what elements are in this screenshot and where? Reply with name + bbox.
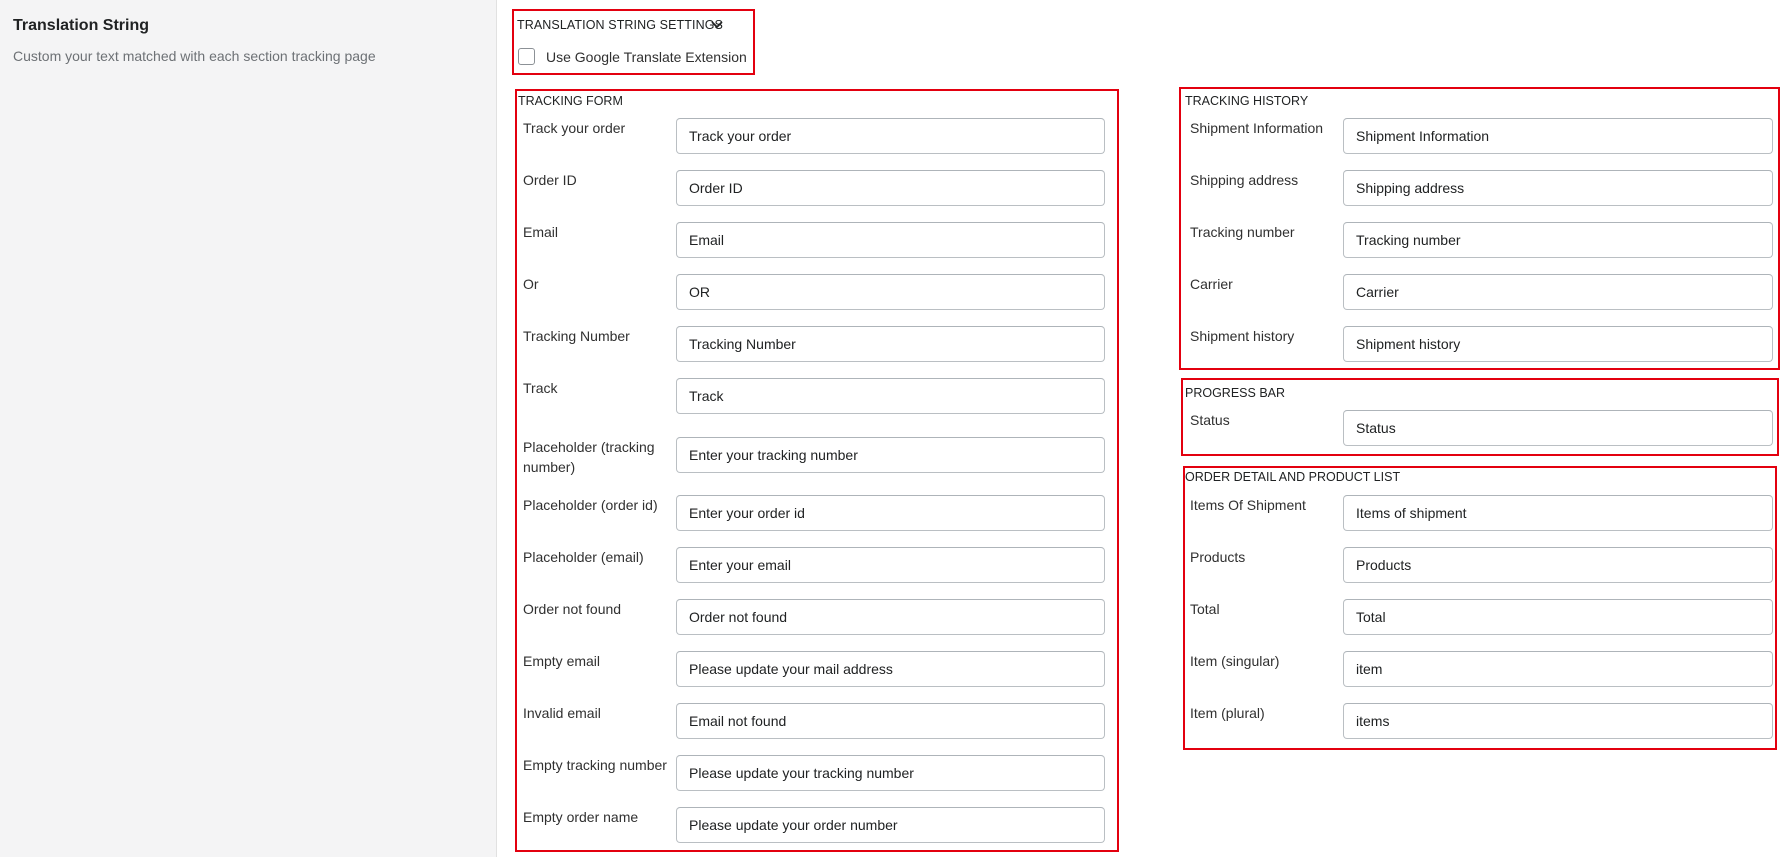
translation-input[interactable] [676, 495, 1105, 531]
field-label: Item (singular) [1190, 653, 1280, 669]
translation-input[interactable] [676, 170, 1105, 206]
tracking-history-title: TRACKING HISTORY [1185, 94, 1309, 108]
field-label: Item (plural) [1190, 705, 1265, 721]
order-detail-title: ORDER DETAIL AND PRODUCT LIST [1185, 470, 1401, 484]
field-label: Tracking number [1190, 224, 1295, 240]
google-translate-checkbox[interactable] [518, 48, 535, 65]
field-label: Tracking Number [523, 328, 630, 344]
field-label: Empty tracking number [523, 757, 667, 773]
translation-input[interactable] [676, 437, 1105, 473]
chevron-down-icon[interactable] [709, 17, 725, 33]
translation-input[interactable] [676, 755, 1105, 791]
translation-input[interactable] [676, 599, 1105, 635]
field-label: Email [523, 224, 559, 240]
translation-input[interactable] [676, 274, 1105, 310]
translation-input[interactable] [1343, 599, 1773, 635]
translation-input[interactable] [676, 547, 1105, 583]
field-label: Products [1190, 549, 1246, 565]
translation-input[interactable] [1343, 495, 1773, 531]
translation-input[interactable] [676, 651, 1105, 687]
google-translate-label: Use Google Translate Extension [546, 48, 747, 65]
field-label: Placeholder (order id) [523, 497, 658, 513]
translation-input[interactable] [1343, 274, 1773, 310]
field-label: Track your order [523, 120, 626, 136]
field-label: Order not found [523, 601, 622, 617]
translation-input[interactable] [1343, 170, 1773, 206]
field-label: Status [1190, 412, 1230, 428]
tracking-form-title: TRACKING FORM [518, 94, 623, 108]
field-label: Order ID [523, 172, 577, 188]
translation-input[interactable] [676, 222, 1105, 258]
field-label: Placeholder (email) [523, 549, 644, 565]
settings-sidebar [0, 0, 497, 857]
field-label: Carrier [1190, 276, 1233, 292]
translation-input[interactable] [1343, 326, 1773, 362]
field-label: Empty order name [523, 809, 639, 825]
section-title: Translation String [13, 17, 150, 34]
translation-input[interactable] [676, 118, 1105, 154]
progress-bar-title: PROGRESS BAR [1185, 386, 1286, 400]
translation-input[interactable] [676, 807, 1105, 843]
translation-input[interactable] [676, 326, 1105, 362]
translation-input[interactable] [1343, 651, 1773, 687]
field-label: Shipment Information [1190, 120, 1324, 136]
field-label: Track [523, 380, 558, 396]
field-label: Total [1190, 601, 1220, 617]
translation-input[interactable] [1343, 410, 1773, 446]
settings-header[interactable]: TRANSLATION STRING SETTINGS [517, 18, 723, 32]
field-label: Or [523, 276, 539, 292]
field-label: Items Of Shipment [1190, 497, 1306, 513]
field-label: Shipping address [1190, 172, 1299, 188]
field-label: Placeholder (tracking number) [523, 439, 655, 475]
google-translate-toggle[interactable] [518, 48, 747, 65]
field-label: Shipment history [1190, 328, 1295, 344]
translation-input[interactable] [676, 703, 1105, 739]
section-description: Custom your text matched with each section tracking page [13, 48, 376, 64]
translation-input[interactable] [1343, 547, 1773, 583]
field-label: Invalid email [523, 705, 601, 721]
field-label: Empty email [523, 653, 601, 669]
translation-input[interactable] [1343, 118, 1773, 154]
translation-input[interactable] [1343, 703, 1773, 739]
translation-input[interactable] [676, 378, 1105, 414]
translation-input[interactable] [1343, 222, 1773, 258]
